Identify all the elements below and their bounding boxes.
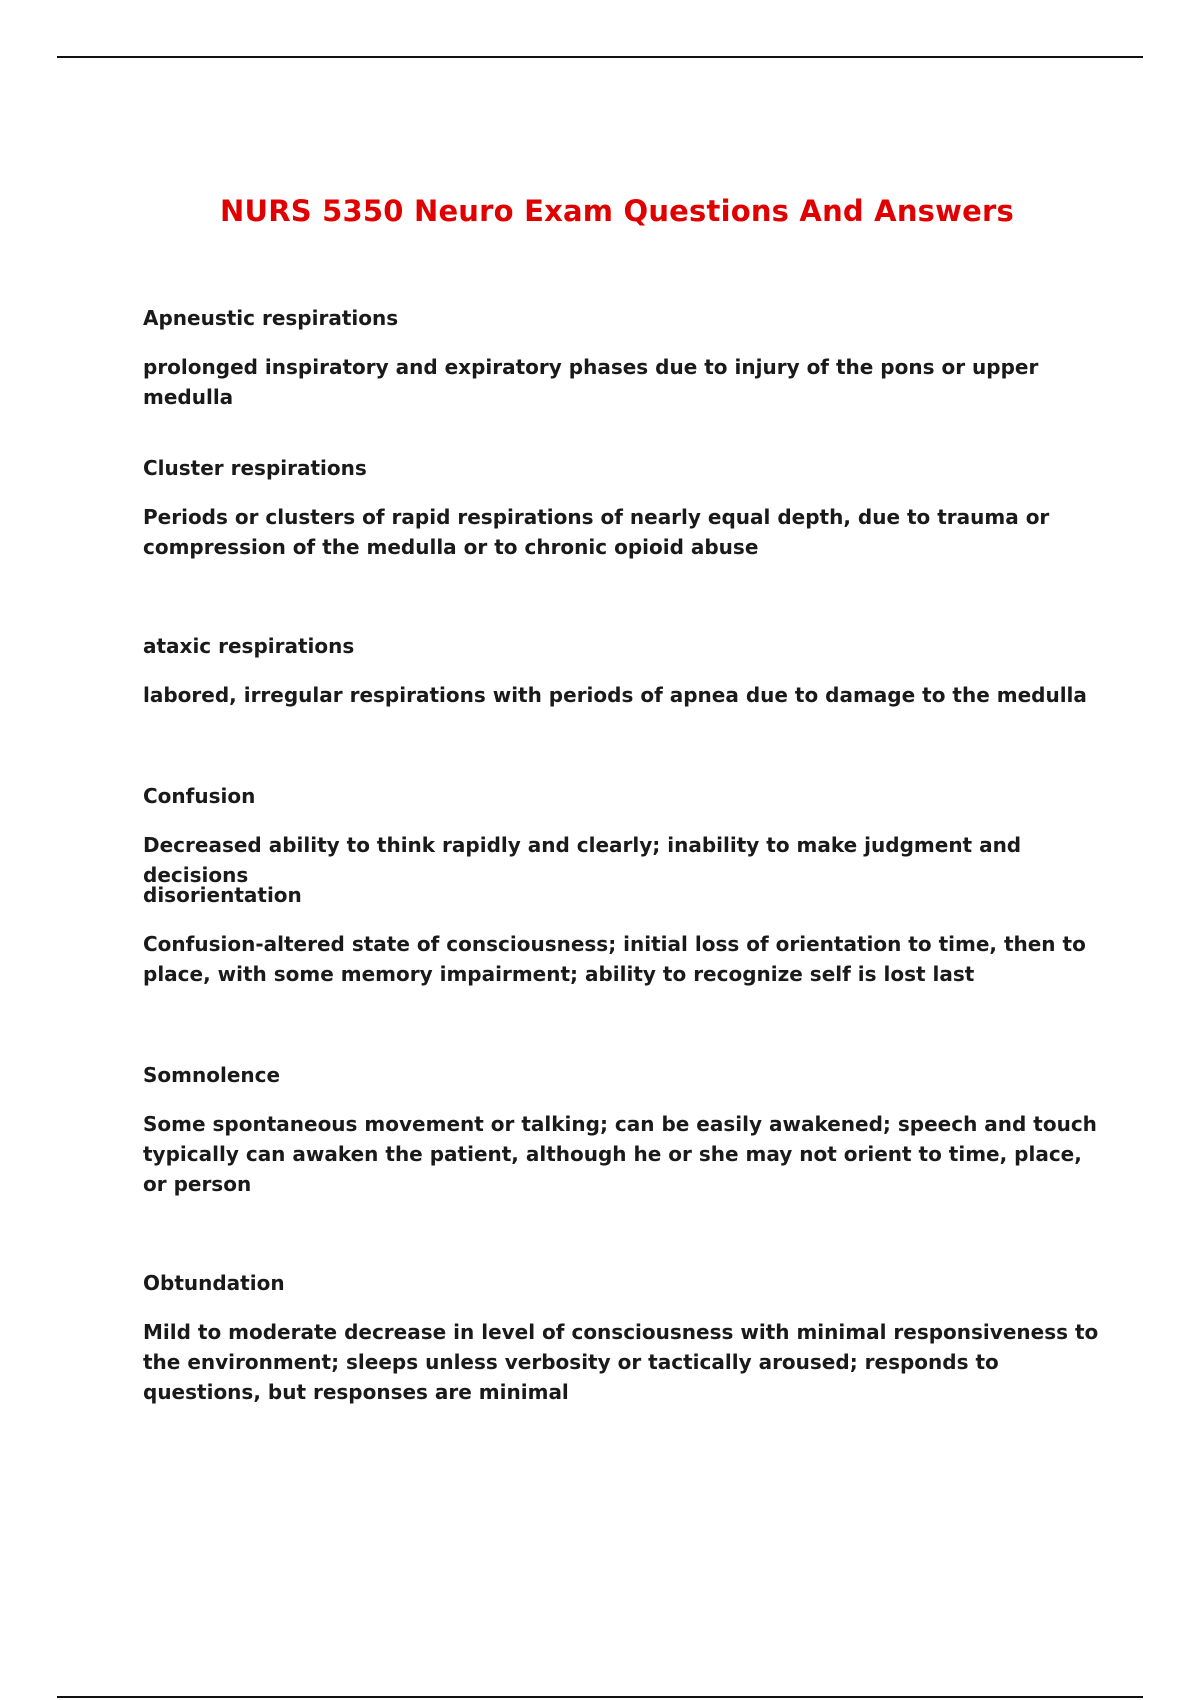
qa-entry (143, 631, 1103, 781)
term: Cluster respirations (143, 456, 367, 480)
term: disorientation (143, 883, 302, 907)
page-title: NURS 5350 Neuro Exam Questions And Answers (220, 194, 1014, 228)
qa-entry (143, 1268, 1103, 1418)
definition: labored, irregular respirations with periods of apnea due to damage to the medulla (143, 683, 1087, 707)
term: Somnolence (143, 1063, 281, 1087)
definition: Some spontaneous movement or talking; can be easily awakened; speech and touch typically can awaken the patient, although he or she may not orient to time, place, or person (143, 1112, 1097, 1196)
definition: Confusion-altered state of consciousness; initial loss of orientation to time, then to place, with some memory impairment; ability to recognize self is lost last (143, 932, 1086, 986)
term: ataxic respirations (143, 634, 355, 658)
definition: prolonged inspiratory and expiratory phases due to injury of the pons or upper medulla (143, 355, 1039, 409)
qa-entry (143, 453, 1103, 631)
qa-entry (143, 1060, 1103, 1268)
definition: Mild to moderate decrease in level of consciousness with minimal responsiveness to the environment; sleeps unless verbosity or tactically aroused; responds to questions, but responses are minimal (143, 1320, 1099, 1404)
qa-entry (143, 303, 1103, 453)
term: Apneustic respirations (143, 306, 399, 330)
term: Confusion (143, 784, 256, 808)
qa-entry (143, 781, 1103, 887)
term: Obtundation (143, 1271, 285, 1295)
definition: Decreased ability to think rapidly and clearly; inability to make judgment and decisions (143, 833, 1022, 887)
qa-entry (143, 880, 1103, 1060)
bottom-rule (57, 1696, 1143, 1698)
qa-list (143, 303, 1103, 1418)
definition: Periods or clusters of rapid respirations of nearly equal depth, due to trauma or compression of the medulla or to chronic opioid abuse (143, 505, 1050, 559)
top-rule (57, 56, 1143, 58)
